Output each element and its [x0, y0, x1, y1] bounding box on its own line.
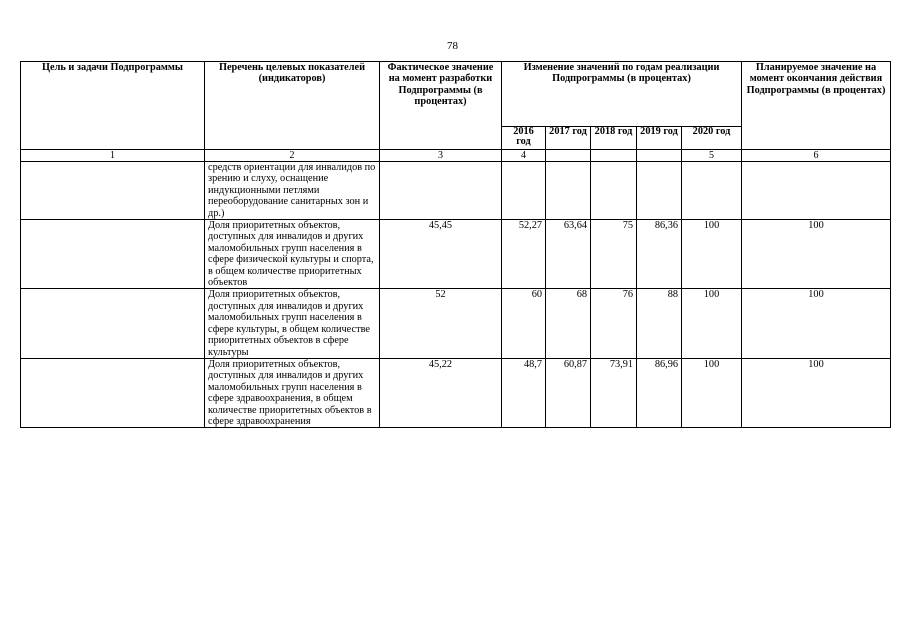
header-year-2018: 2018 год — [591, 127, 637, 150]
year-2020-cell — [682, 162, 742, 220]
column-number: 4 — [502, 150, 546, 162]
planned-value-cell: 100 — [742, 358, 891, 427]
year-2017-cell: 60,87 — [546, 358, 591, 427]
indicator-cell: Доля приоритетных объектов, доступных для инвалидов и других маломобильных групп населения в сфере физической культуры и спорта, в общем количестве приоритетных объектов — [205, 220, 380, 289]
year-2020-cell: 100 — [682, 220, 742, 289]
table-row — [21, 162, 891, 220]
year-2016-cell: 60 — [502, 289, 546, 358]
header-year-2017: 2017 год — [546, 127, 591, 150]
year-2016-cell — [502, 162, 546, 220]
page-number: 78 — [447, 40, 458, 52]
year-2018-cell: 76 — [591, 289, 637, 358]
year-2018-cell: 73,91 — [591, 358, 637, 427]
column-number — [546, 150, 591, 162]
header-actual: Фактическое значение на момент разработки Подпрограммы (в процентах) — [380, 62, 502, 150]
indicator-cell: средств ориентации для инвалидов по зрению и слуху, оснащение индукционными петлями переоборудование санитарных зон и др.) — [205, 162, 380, 220]
header-change: Изменение значений по годам реализации Подпрограммы (в процентах) — [502, 62, 742, 127]
year-2020-cell: 100 — [682, 289, 742, 358]
year-2019-cell: 86,36 — [637, 220, 682, 289]
year-2018-cell: 75 — [591, 220, 637, 289]
column-numbers-row — [21, 150, 891, 162]
year-2019-cell: 86,96 — [637, 358, 682, 427]
indicators-table — [20, 61, 891, 428]
actual-value-cell: 45,45 — [380, 220, 502, 289]
year-2019-cell — [637, 162, 682, 220]
year-2020-cell: 100 — [682, 358, 742, 427]
indicator-cell: Доля приоритетных объектов, доступных для инвалидов и других маломобильных групп населения в сфере культуры, в общем количестве приоритетных объектов в сфере культуры — [205, 289, 380, 358]
year-2017-cell: 68 — [546, 289, 591, 358]
planned-value-cell: 100 — [742, 289, 891, 358]
table-row — [21, 220, 891, 289]
header-goal: Цель и задачи Подпрограммы — [21, 62, 205, 150]
actual-value-cell: 45,22 — [380, 358, 502, 427]
actual-value-cell — [380, 162, 502, 220]
actual-value-cell: 52 — [380, 289, 502, 358]
table-row — [21, 358, 891, 427]
header-year-2016: 2016 год — [502, 127, 546, 150]
year-2017-cell: 63,64 — [546, 220, 591, 289]
year-2018-cell — [591, 162, 637, 220]
column-number: 6 — [742, 150, 891, 162]
header-planned: Планируемое значение на момент окончания действия Подпрограммы (в процентах) — [742, 62, 891, 150]
column-number: 5 — [682, 150, 742, 162]
indicator-cell: Доля приоритетных объектов, доступных для инвалидов и других маломобильных групп населения в сфере здравоохранения, в общем количестве приоритетных объектов в сфере здравоохранения — [205, 358, 380, 427]
planned-value-cell: 100 — [742, 220, 891, 289]
table-row — [21, 289, 891, 358]
goal-cell — [21, 358, 205, 427]
header-year-2019: 2019 год — [637, 127, 682, 150]
year-2019-cell: 88 — [637, 289, 682, 358]
header-indicators: Перечень целевых показателей (индикаторов) — [205, 62, 380, 150]
column-number: 2 — [205, 150, 380, 162]
goal-cell — [21, 289, 205, 358]
goal-cell — [21, 162, 205, 220]
column-number: 1 — [21, 150, 205, 162]
column-number: 3 — [380, 150, 502, 162]
column-number — [591, 150, 637, 162]
planned-value-cell — [742, 162, 891, 220]
year-2016-cell: 48,7 — [502, 358, 546, 427]
goal-cell — [21, 220, 205, 289]
year-2017-cell — [546, 162, 591, 220]
header-year-2020: 2020 год — [682, 127, 742, 150]
year-2016-cell: 52,27 — [502, 220, 546, 289]
column-number — [637, 150, 682, 162]
header-row — [21, 62, 891, 127]
